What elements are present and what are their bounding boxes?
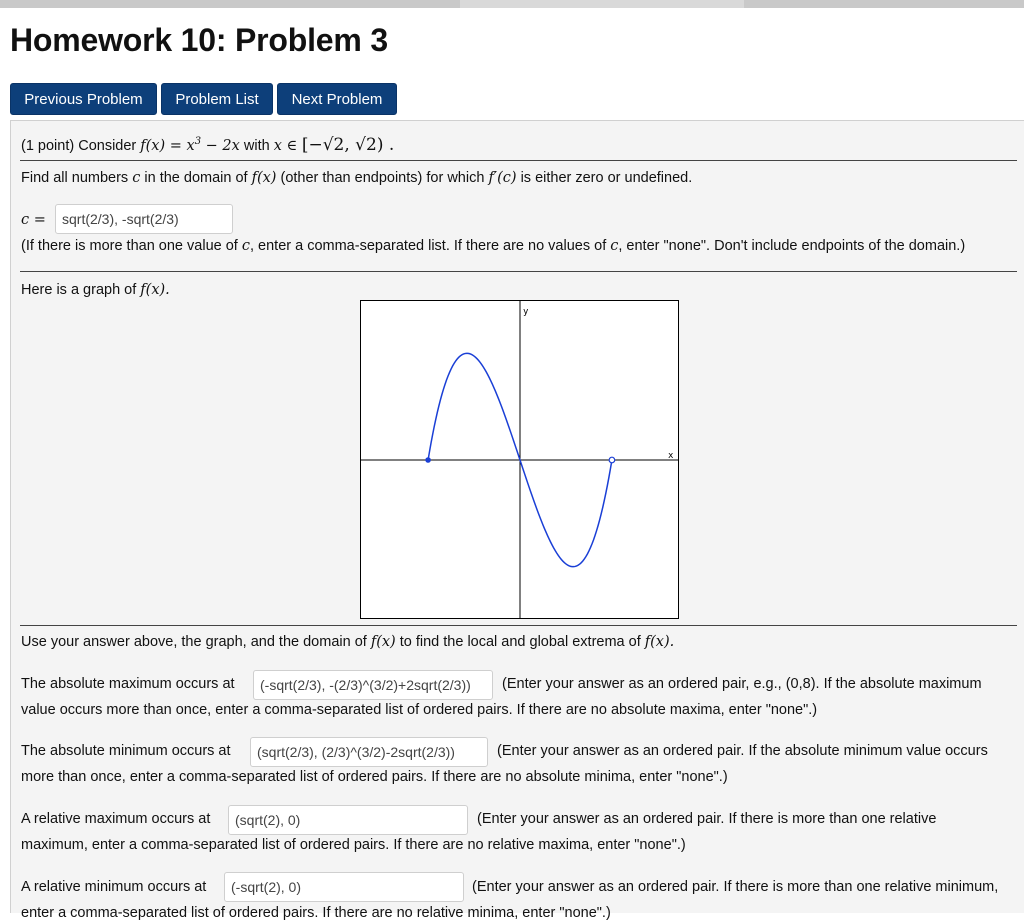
use-text: to find the local and global extrema of <box>399 634 641 650</box>
note-text: (If there is more than one value of <box>21 238 238 254</box>
abs-max-input[interactable]: (-sqrt(2/3), -(2/3)^(3/2)+2sqrt(2/3)) <box>253 670 493 700</box>
fx-rest: − 2x <box>201 137 240 154</box>
problem-statement <box>21 132 394 156</box>
find-text: in the domain of <box>144 170 248 186</box>
rel-min-label: A relative minimum occurs at <box>21 879 207 895</box>
fx-symbol: f(x). <box>644 634 675 650</box>
var-c: c <box>241 238 250 254</box>
rel-max-input[interactable]: (sqrt(2), 0) <box>228 805 468 835</box>
use-text: Use your answer above, the graph, and the domain of <box>21 634 367 650</box>
exponent: 3 <box>194 136 202 147</box>
next-problem-button[interactable]: Next Problem <box>277 83 397 115</box>
rel-min-input[interactable]: (-sqrt(2), 0) <box>224 872 464 902</box>
find-text: Find all numbers <box>21 170 129 186</box>
problem-list-button[interactable]: Problem List <box>161 83 273 115</box>
c-label: c = <box>21 212 46 228</box>
abs-min-help: (Enter your answer as an ordered pair. If the absolute minimum value occurs <box>497 743 988 759</box>
graph-intro <box>21 280 170 300</box>
fx-symbol: f(x). <box>140 282 170 298</box>
abs-max-label: The absolute maximum occurs at <box>21 676 235 692</box>
page-title: Homework 10: Problem 3 <box>10 22 388 58</box>
element-of: ∈ <box>281 137 302 154</box>
fx-symbol: f(x) <box>370 634 396 650</box>
y-axis-label: y <box>523 307 529 317</box>
divider <box>20 160 1017 161</box>
abs-min-help: more than once, enter a comma-separated list of ordered pairs. If there are no absolute minima, enter "none".) <box>21 769 728 785</box>
x-axis-label: x <box>668 451 674 461</box>
divider <box>20 271 1017 272</box>
tab-segment <box>744 0 1024 8</box>
rel-max-help: (Enter your answer as an ordered pair. If there is more than one relative <box>477 811 937 827</box>
abs-min-input[interactable]: (sqrt(2/3), (2/3)^(3/2)-2sqrt(2/3)) <box>250 737 488 767</box>
find-instruction <box>21 168 692 188</box>
divider <box>20 625 1017 626</box>
tab-segment <box>0 0 460 8</box>
use-instruction <box>21 632 674 652</box>
fprime-symbol: f′(c) <box>488 170 517 186</box>
rel-min-help: enter a comma-separated list of ordered pairs. If there are no relative minima, enter "none".) <box>21 905 611 921</box>
rel-min-help: (Enter your answer as an ordered pair. If there is more than one relative minimum, <box>472 879 999 895</box>
note-text: , enter a comma-separated list. If there are no values of <box>249 238 607 254</box>
rel-max-label: A relative maximum occurs at <box>21 811 211 827</box>
abs-max-help: (Enter your answer as an ordered pair, e.g., (0,8). If the absolute maximum <box>502 676 982 692</box>
open-endpoint <box>609 457 615 463</box>
c-note <box>21 236 965 256</box>
graph-intro-text: Here is a graph of <box>21 282 137 298</box>
abs-min-label: The absolute minimum occurs at <box>21 743 231 759</box>
fx-symbol: f(x) <box>251 170 277 186</box>
var-c: c <box>132 170 141 186</box>
find-text: (other than endpoints) for which <box>280 170 485 186</box>
browser-top-strip <box>0 0 1024 8</box>
function-graph <box>360 300 680 620</box>
domain-var: x <box>273 137 282 154</box>
find-text: is either zero or undefined. <box>520 170 693 186</box>
note-text: , enter "none". Don't include endpoints of the domain.) <box>618 238 966 254</box>
function-expression <box>140 138 240 154</box>
previous-problem-button[interactable]: Previous Problem <box>10 83 157 115</box>
with-text: with <box>243 137 270 154</box>
var-c: c <box>610 238 619 254</box>
closed-endpoint <box>425 457 431 463</box>
domain-interval: [−√2, √2) . <box>301 134 395 155</box>
points-text: (1 point) Consider <box>21 137 137 154</box>
fx-text: f(x) = x <box>140 137 195 154</box>
rel-max-help: maximum, enter a comma-separated list of ordered pairs. If there are no relative maxima, enter "none".) <box>21 837 686 853</box>
c-answer-input[interactable]: sqrt(2/3), -sqrt(2/3) <box>55 204 233 234</box>
abs-max-help: value occurs more than once, enter a comma-separated list of ordered pairs. If there are no absolute maxima, enter "none".) <box>21 702 818 718</box>
